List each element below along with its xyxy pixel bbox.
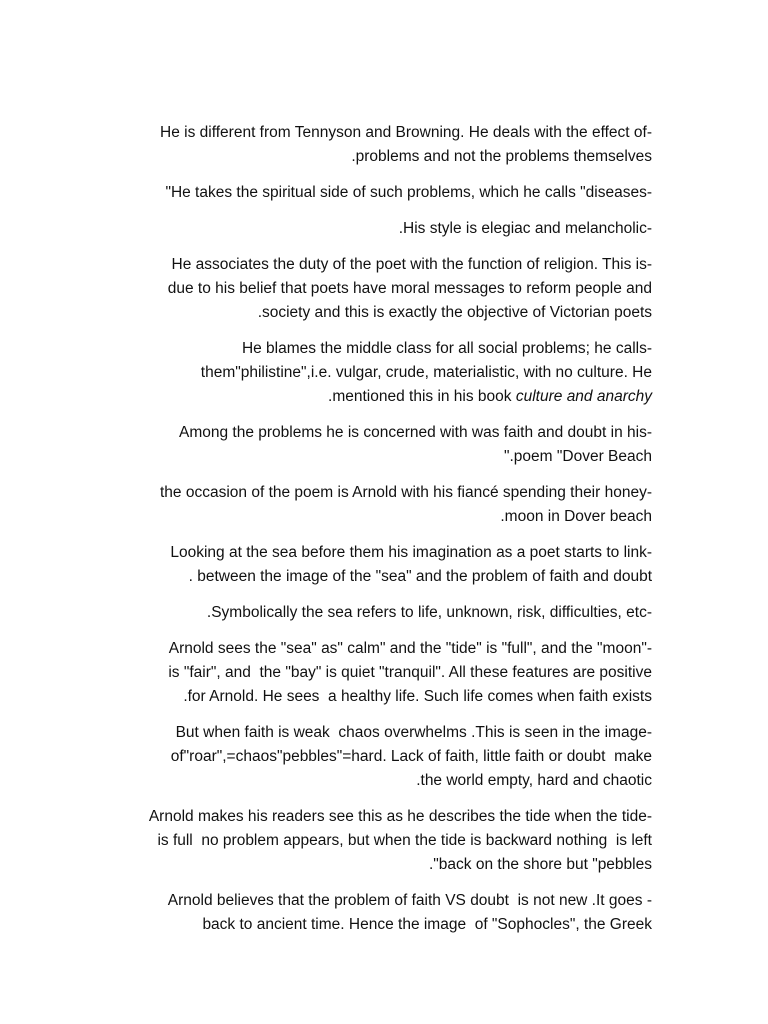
text-line: But when faith is weak chaos overwhelms .This is seen in the image-	[175, 724, 652, 741]
text-line: of"roar",=chaos"pebbles"=hard. Lack of faith, little faith or doubt make	[170, 748, 652, 765]
text-line: .society and this is exactly the objective of Victorian poets	[257, 304, 652, 321]
line-text: .mentioned this in his book	[328, 388, 516, 405]
paragraph-5	[114, 337, 652, 409]
text-line: back to ancient time. Hence the image of "Sophocles", the Greek	[202, 916, 652, 933]
text-line: "He takes the spiritual side of such problems, which he calls "diseases-	[165, 184, 652, 201]
text-line: He associates the duty of the poet with the function of religion. This is-	[171, 256, 652, 273]
paragraph-2	[114, 181, 652, 205]
text-line: .problems and not the problems themselves	[351, 148, 652, 165]
document-body	[114, 121, 652, 949]
text-line: the occasion of the poem is Arnold with his fiancé spending their honey-	[160, 484, 652, 501]
paragraph-13	[114, 889, 652, 937]
text-line: .the world empty, hard and chaotic	[416, 772, 652, 789]
text-line: Arnold makes his readers see this as he describes the tide when the tide-	[148, 808, 652, 825]
paragraph-10	[114, 637, 652, 709]
text-line: Looking at the sea before them his imagination as a poet starts to link-	[170, 544, 652, 561]
text-line: . between the image of the "sea" and the problem of faith and doubt	[188, 568, 652, 585]
paragraph-3	[114, 217, 652, 241]
paragraph-9	[114, 601, 652, 625]
text-line: is "fair", and the "bay" is quiet "tranquil". All these features are positive	[168, 664, 652, 681]
paragraph-4	[114, 253, 652, 325]
text-line: them"philistine",i.e. vulgar, crude, materialistic, with no culture. He	[200, 364, 652, 381]
paragraph-6	[114, 421, 652, 469]
text-line: .moon in Dover beach	[500, 508, 652, 525]
text-line: .for Arnold. He sees a healthy life. Such life comes when faith exists	[183, 688, 652, 705]
text-line-mixed	[114, 385, 652, 409]
text-line: Arnold sees the "sea" as" calm" and the "tide" is "full", and the "moon"-	[168, 640, 652, 657]
text-line: .His style is elegiac and melancholic-	[398, 220, 652, 237]
text-line: ."back on the shore but "pebbles	[429, 856, 652, 873]
text-line: Arnold believes that the problem of faith VS doubt is not new .It goes -	[167, 892, 652, 909]
text-line: is full no problem appears, but when the tide is backward nothing is left	[157, 832, 652, 849]
paragraph-1	[114, 121, 652, 169]
text-line: Among the problems he is concerned with was faith and doubt in his-	[178, 424, 652, 441]
book-title: culture and anarchy	[515, 388, 652, 405]
text-line: .Symbolically the sea refers to life, unknown, risk, difficulties, etc-	[206, 604, 652, 621]
text-line: He blames the middle class for all social problems; he calls-	[241, 340, 652, 357]
text-line: He is different from Tennyson and Browning. He deals with the effect of-	[160, 124, 652, 141]
paragraph-12	[114, 805, 652, 877]
text-line: due to his belief that poets have moral messages to reform people and	[167, 280, 652, 297]
text-line: ".poem "Dover Beach	[504, 448, 652, 465]
paragraph-11	[114, 721, 652, 793]
paragraph-8	[114, 541, 652, 589]
paragraph-7	[114, 481, 652, 529]
